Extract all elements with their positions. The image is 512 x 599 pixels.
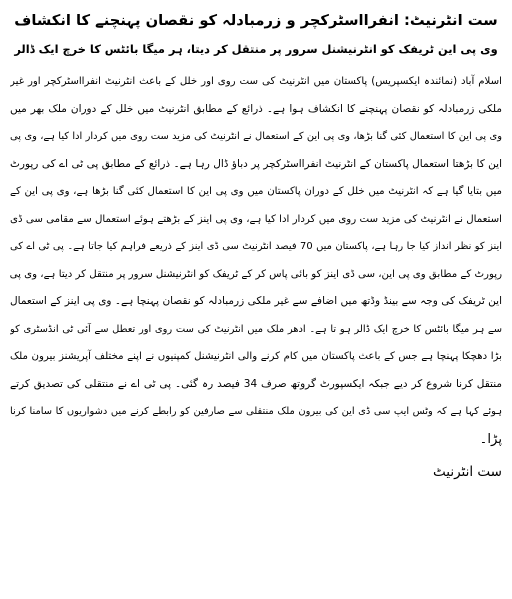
body-line: سے ہر میگا بائٹس کا خرچ ایک ڈالر ہو تا ہے۔ ادھر ملک میں انٹرنیٹ کی ست روی اور تعطل سے آئی ٹی انڈسٹری کو xyxy=(10,323,502,335)
body-line: استعمال نے انٹرنیٹ کی مزید ست روی میں کردار ادا کیا ہے، وی پی اینز کے بڑھتے ہوئے استعمال سے مقامی سی ڈی xyxy=(10,213,502,225)
body-line: این کا بڑھتا استعمال پاکستان کے انٹرنیٹ انفرااسٹرکچر پر دباؤ ڈال رہا ہے۔ ذرائع کے مطابق پی ٹی اے کی رپورٹ xyxy=(10,157,502,170)
body-line: اینز کو نظر انداز کیا جا رہا ہے، پاکستان میں 70 فیصد انٹرنیٹ سی ڈی اینز کے ذریعے فراہم کیا جاتا ہے۔ پی ٹی اے کی xyxy=(10,241,502,252)
body-line: وی پی این کا استعمال کئی گنا بڑھا، وی پی این کے استعمال نے انٹرنیٹ کی مزید ست روی میں کردار ادا کیا ہے، وی پی xyxy=(10,131,502,142)
body-line: این ٹریفک کی وجہ سے بینڈ وڈتھ میں اضافے سے غیر ملکی زرمبادلہ کو نقصان پہنچا ہے۔ وی پی اینز کے استعمال xyxy=(10,295,502,307)
body-line: رپورٹ کے مطابق وی پی این، سی ڈی اینز کو بائی پاس کر کے ٹریفک کو انٹرنیشنل سرور پر منتقل کر دیتا ہے، وی پی xyxy=(10,268,502,280)
article-subheadline: وی پی این ٹریفک کو انٹرنیشنل سرور پر منتقل کر دیتا، ہر میگا بائٹس کا خرچ ایک ڈالر xyxy=(14,42,498,56)
body-line: منتقل کرنا شروع کر دیے جبکہ ایکسپورٹ گروتھ صرف 34 فیصد رہ گئی۔ پی ٹی اے نے منتقلی کی تصدیق کرتے xyxy=(10,377,502,390)
body-line: ملکی زرمبادلہ کو نقصان پہنچنے کا انکشاف ہوا ہے۔ ذرائع کے مطابق انٹرنیٹ میں خلل کے دوران ملک بھر میں xyxy=(10,102,502,115)
body-line: بڑا دھچکا پہنچا ہے جس کے باعث پاکستان میں کام کرنے والی انٹرنیشنل کمپنیوں نے اپنے مختلف آپریشنز بیرون ملک xyxy=(10,351,502,362)
body-line: میں بتایا گیا ہے کہ انٹرنیٹ میں خلل کے دوران پاکستان میں وی پی این کا استعمال کئی گنا بڑھا ہے، وی پی این کے xyxy=(10,186,502,197)
article-body xyxy=(10,68,502,453)
body-line: اسلام آباد (نمائندہ ایکسپریس) پاکستان میں انٹرنیٹ کی ست روی اور خلل کے باعث انٹرنیٹ انفرااسٹرکچر اور غیر xyxy=(10,76,502,87)
body-line: پڑا۔ xyxy=(479,431,502,447)
article-byline: ست انٹرنیٹ xyxy=(433,464,502,480)
body-line: ہوئے کہا ہے کہ وٹس ایپ سی ڈی این کی بیرون ملک منتقلی سے صارفین کو رابطے کرنے میں دشواریوں کا سامنا کرنا xyxy=(10,406,502,417)
article-headline: ست انٹرنیٹ: انفرااسٹرکچر و زرمبادلہ کو نقصان پہنچنے کا انکشاف xyxy=(14,12,498,29)
